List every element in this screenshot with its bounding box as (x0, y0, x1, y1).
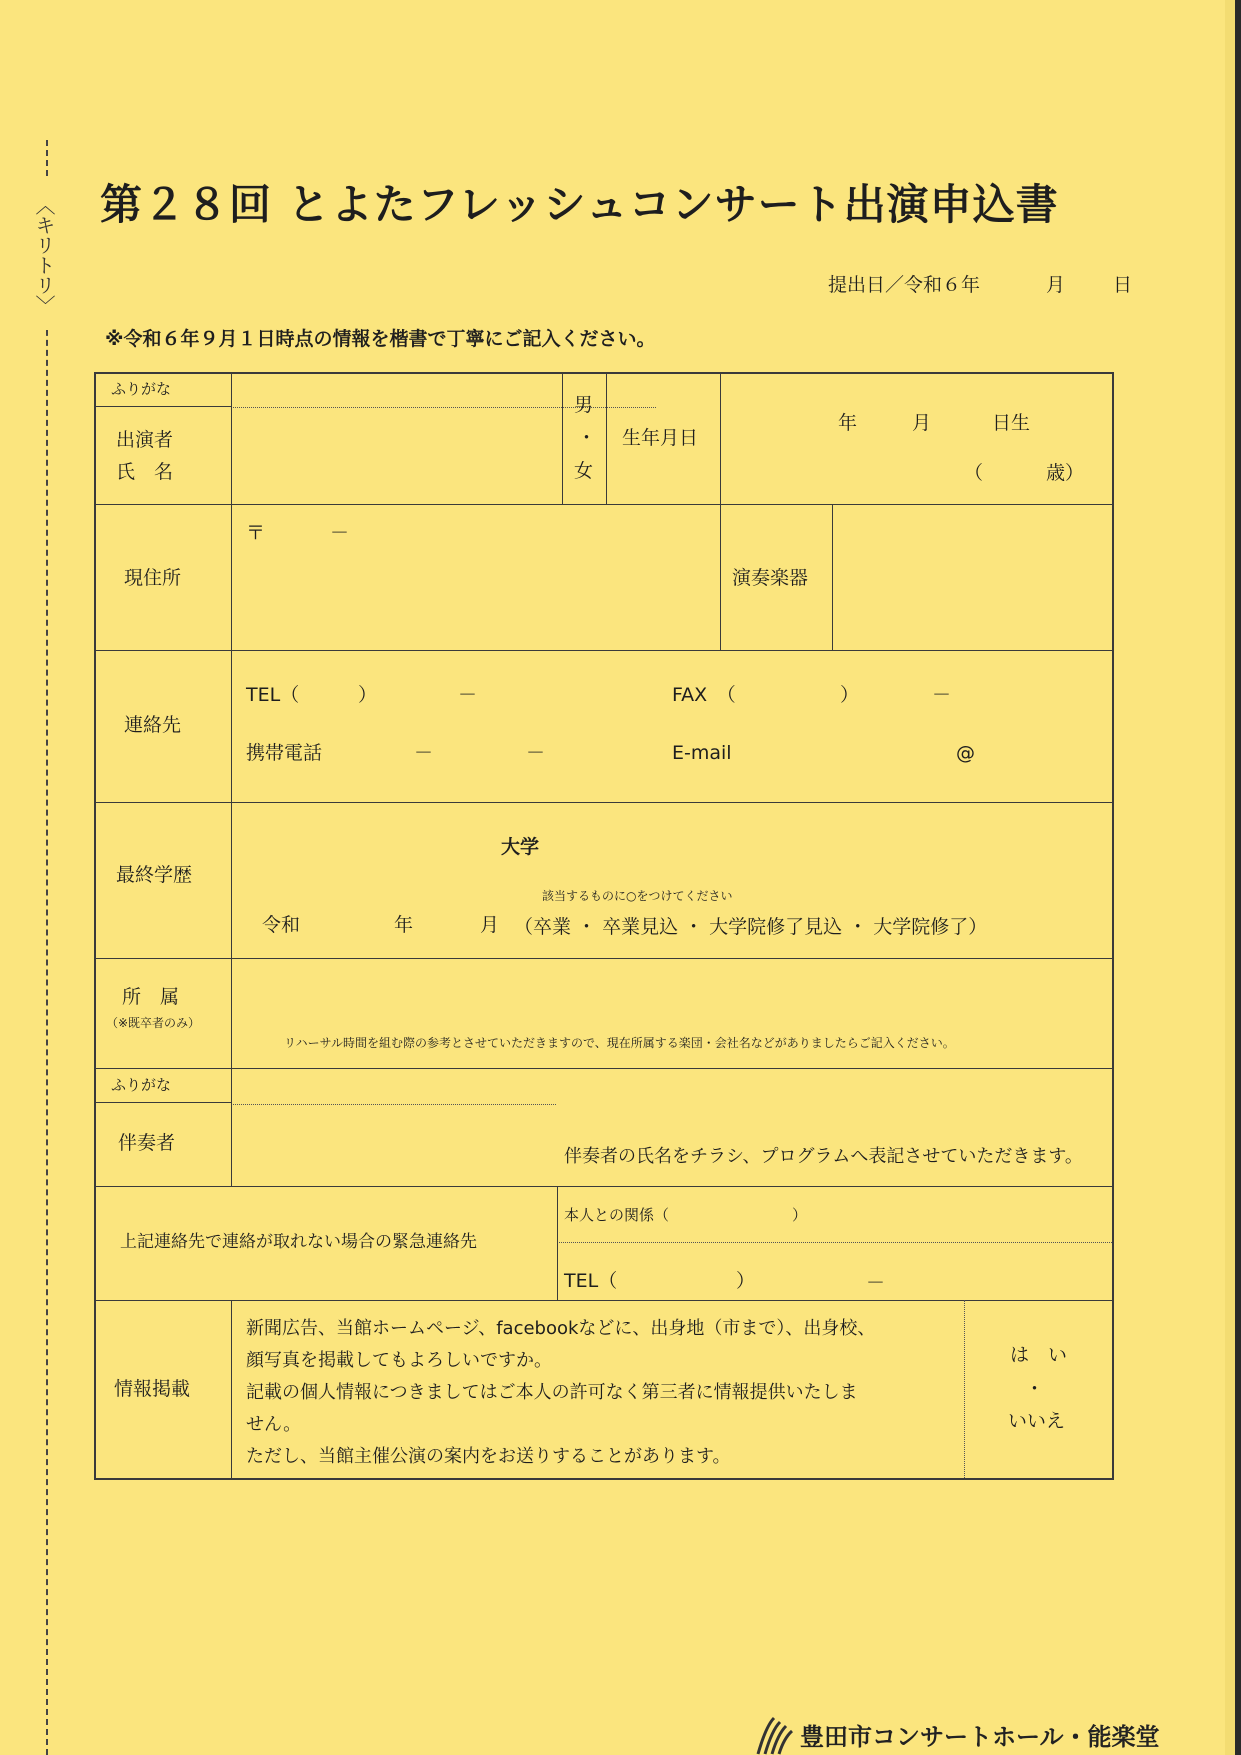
page-title: 第２８回 とよたフレッシュコンサート出演申込書 (100, 180, 1059, 229)
university-label: 大学 (501, 836, 540, 858)
tel-dash: － (458, 684, 478, 706)
cut-label: 〈キリトリ〉 (24, 180, 64, 330)
relation-label: 本人との関係（ (564, 1206, 670, 1224)
hall-wave-logo-icon (756, 1716, 794, 1755)
furigana-label: ふりがな (111, 380, 172, 398)
accompanist-label: 伴奏者 (118, 1132, 176, 1154)
age-close: 歳） (1046, 462, 1085, 484)
education-year: 年 (394, 914, 414, 936)
age-open: （ (964, 462, 984, 484)
instruction-note: ※令和６年９月１日時点の情報を楷書で丁寧にご記入ください。 (105, 328, 656, 350)
fax-dash: － (932, 684, 952, 706)
education-month: 月 (480, 914, 500, 936)
gender-separator: ・ (577, 427, 597, 449)
postal-mark: 〒 (246, 522, 266, 544)
fax-close: ） (840, 684, 860, 706)
contact-label: 連絡先 (124, 714, 182, 736)
birth-year: 年 (838, 412, 858, 434)
birth-day: 日生 (992, 412, 1031, 434)
organization-name: 豊田市コンサートホール・能楽堂 (800, 1723, 1160, 1751)
fax-label: FAX （ (672, 684, 736, 706)
gender-female[interactable]: 女 (574, 460, 594, 482)
info-line-3: 記載の個人情報につきましてはご本人の許可なく第三者に情報提供いたしま (246, 1382, 858, 1403)
mobile-label: 携帯電話 (246, 742, 323, 764)
accompanist-note: 伴奏者の氏名をチラシ、プログラムへ表記させていただきます。 (564, 1146, 1083, 1167)
consent-separator: ・ (1025, 1378, 1045, 1400)
mobile-dash-1: － (414, 742, 434, 764)
emergency-tel-dash: － (866, 1272, 886, 1294)
info-line-4: せん。 (246, 1414, 302, 1435)
birth-month: 月 (912, 412, 932, 434)
affiliation-hint: リハーサル時間を組む際の参考とさせていただきますので、現在所属する楽団・会社名などがありましたらご記入ください。 (284, 1036, 955, 1050)
affiliation-sub-label: （※既卒者のみ） (106, 1016, 201, 1030)
graduation-status-options[interactable]: （卒業 ・ 卒業見込 ・ 大学院修了見込 ・ 大学院修了） (514, 916, 988, 938)
instrument-label: 演奏楽器 (732, 567, 809, 589)
gender-male[interactable]: 男 (574, 394, 594, 416)
education-era: 令和 (262, 914, 301, 936)
performer-label: 出演者 (116, 429, 174, 451)
info-line-5: ただし、当館主催公演の案内をお送りすることがあります。 (246, 1446, 731, 1467)
submission-day: 日 (1113, 274, 1133, 296)
tel-label: TEL（ (246, 684, 300, 706)
info-line-1: 新聞広告、当館ホームページ、facebookなどに、出身地（市まで）、出身校、 (246, 1318, 876, 1339)
accompanist-furigana-label: ふりがな (111, 1076, 172, 1094)
paper-edge (1225, 0, 1235, 1755)
submission-date-label: 提出日／令和６年 (828, 274, 981, 296)
name-label: 氏 名 (116, 461, 174, 483)
info-line-2: 顔写真を掲載してもよろしいですか。 (246, 1350, 552, 1371)
consent-no[interactable]: いいえ (1008, 1410, 1066, 1432)
consent-yes[interactable]: は い (1010, 1344, 1068, 1366)
info-publication-label: 情報掲載 (114, 1378, 191, 1400)
postal-dash: － (330, 522, 350, 544)
application-form (94, 372, 1114, 1480)
birthdate-label: 生年月日 (622, 427, 699, 449)
emergency-contact-label: 上記連絡先で連絡が取れない場合の緊急連絡先 (120, 1232, 477, 1252)
education-instruction: 該当するものに○をつけてください (542, 889, 733, 903)
address-label: 現住所 (124, 567, 182, 589)
affiliation-label: 所 属 (122, 986, 180, 1008)
email-label: E-mail (672, 742, 732, 764)
emergency-tel-label: TEL（ (564, 1270, 618, 1292)
emergency-tel-close: ） (736, 1270, 756, 1292)
relation-close: ） (792, 1206, 808, 1224)
email-at: @ (956, 742, 975, 764)
tel-close: ） (358, 684, 378, 706)
mobile-dash-2: － (526, 742, 546, 764)
scan-edge-shadow (1235, 0, 1241, 1755)
cut-line (46, 140, 48, 1755)
submission-date (828, 270, 1133, 296)
submission-month: 月 (1046, 274, 1066, 296)
education-label: 最終学歴 (116, 864, 193, 886)
